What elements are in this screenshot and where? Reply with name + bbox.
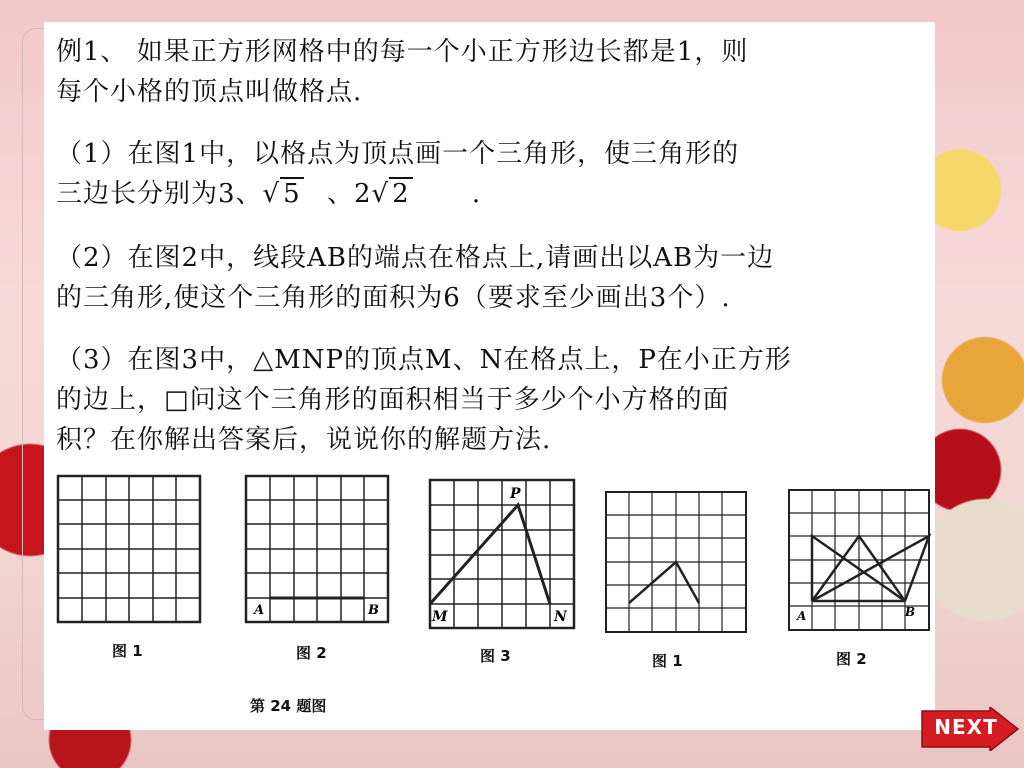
grid-figure-answer-2 xyxy=(787,488,931,632)
fig2-label-b: B xyxy=(368,603,379,618)
intro-line-1: 例1、 如果正方形网格中的每一个小正方形边长都是1，则 xyxy=(56,37,749,67)
part1-line-2 xyxy=(56,174,936,214)
figure-3-caption: 图 3 xyxy=(480,647,511,665)
figure-answer-1-caption: 图 1 xyxy=(652,652,683,670)
grid-figure-answer-1 xyxy=(604,490,748,634)
sqrt-two: √ 2 xyxy=(371,174,412,214)
part1-mid: 、2 xyxy=(326,179,372,209)
problem-part-3 xyxy=(56,340,936,460)
fig3-label-p: P xyxy=(510,486,521,502)
sqrt-five: √ 5 xyxy=(263,174,304,214)
part1-line2-prefix: 三边长分别为3、 xyxy=(56,179,263,209)
part1-line-1: （1）在图1中，以格点为顶点画一个三角形，使三角形的 xyxy=(56,139,740,169)
figure-2-caption: 图 2 xyxy=(296,644,327,662)
part3-line-2: 的边上，□问这个三角形的面积相当于多少个小方格的面 xyxy=(56,385,730,415)
fig5-label-b: B xyxy=(905,605,916,619)
grid-figure-1 xyxy=(56,474,204,626)
figure-1-caption: 图 1 xyxy=(112,642,143,660)
part2-line-2: 的三角形,使这个三角形的面积为6（要求至少画出3个）. xyxy=(56,283,731,313)
figure-group-caption: 第 24 题图 xyxy=(250,697,327,715)
figure-answer-2-caption: 图 2 xyxy=(836,650,867,668)
part2-line-1: （2）在图2中，线段AB的端点在格点上,请画出以AB为一边 xyxy=(56,243,775,273)
grid-figure-2 xyxy=(244,474,392,626)
part3-line-1: （3）在图3中，△MNP的顶点M、N在格点上，P在小正方形 xyxy=(56,345,792,375)
next-button[interactable] xyxy=(920,707,1020,751)
part1-end: . xyxy=(471,179,482,209)
problem-intro xyxy=(56,32,936,112)
problem-part-1 xyxy=(56,134,936,214)
next-label: NEXT xyxy=(934,715,998,739)
fig3-label-n: N xyxy=(554,609,567,625)
fig5-label-a: A xyxy=(797,609,807,623)
problem-part-2 xyxy=(56,238,936,318)
grid-figure-3 xyxy=(428,478,578,634)
intro-line-2: 每个小格的顶点叫做格点. xyxy=(56,77,363,107)
part3-line-3: 积？在你解出答案后，说说你的解题方法. xyxy=(56,425,552,455)
fig3-label-m: M xyxy=(432,609,448,625)
fig2-label-a: A xyxy=(254,603,265,618)
